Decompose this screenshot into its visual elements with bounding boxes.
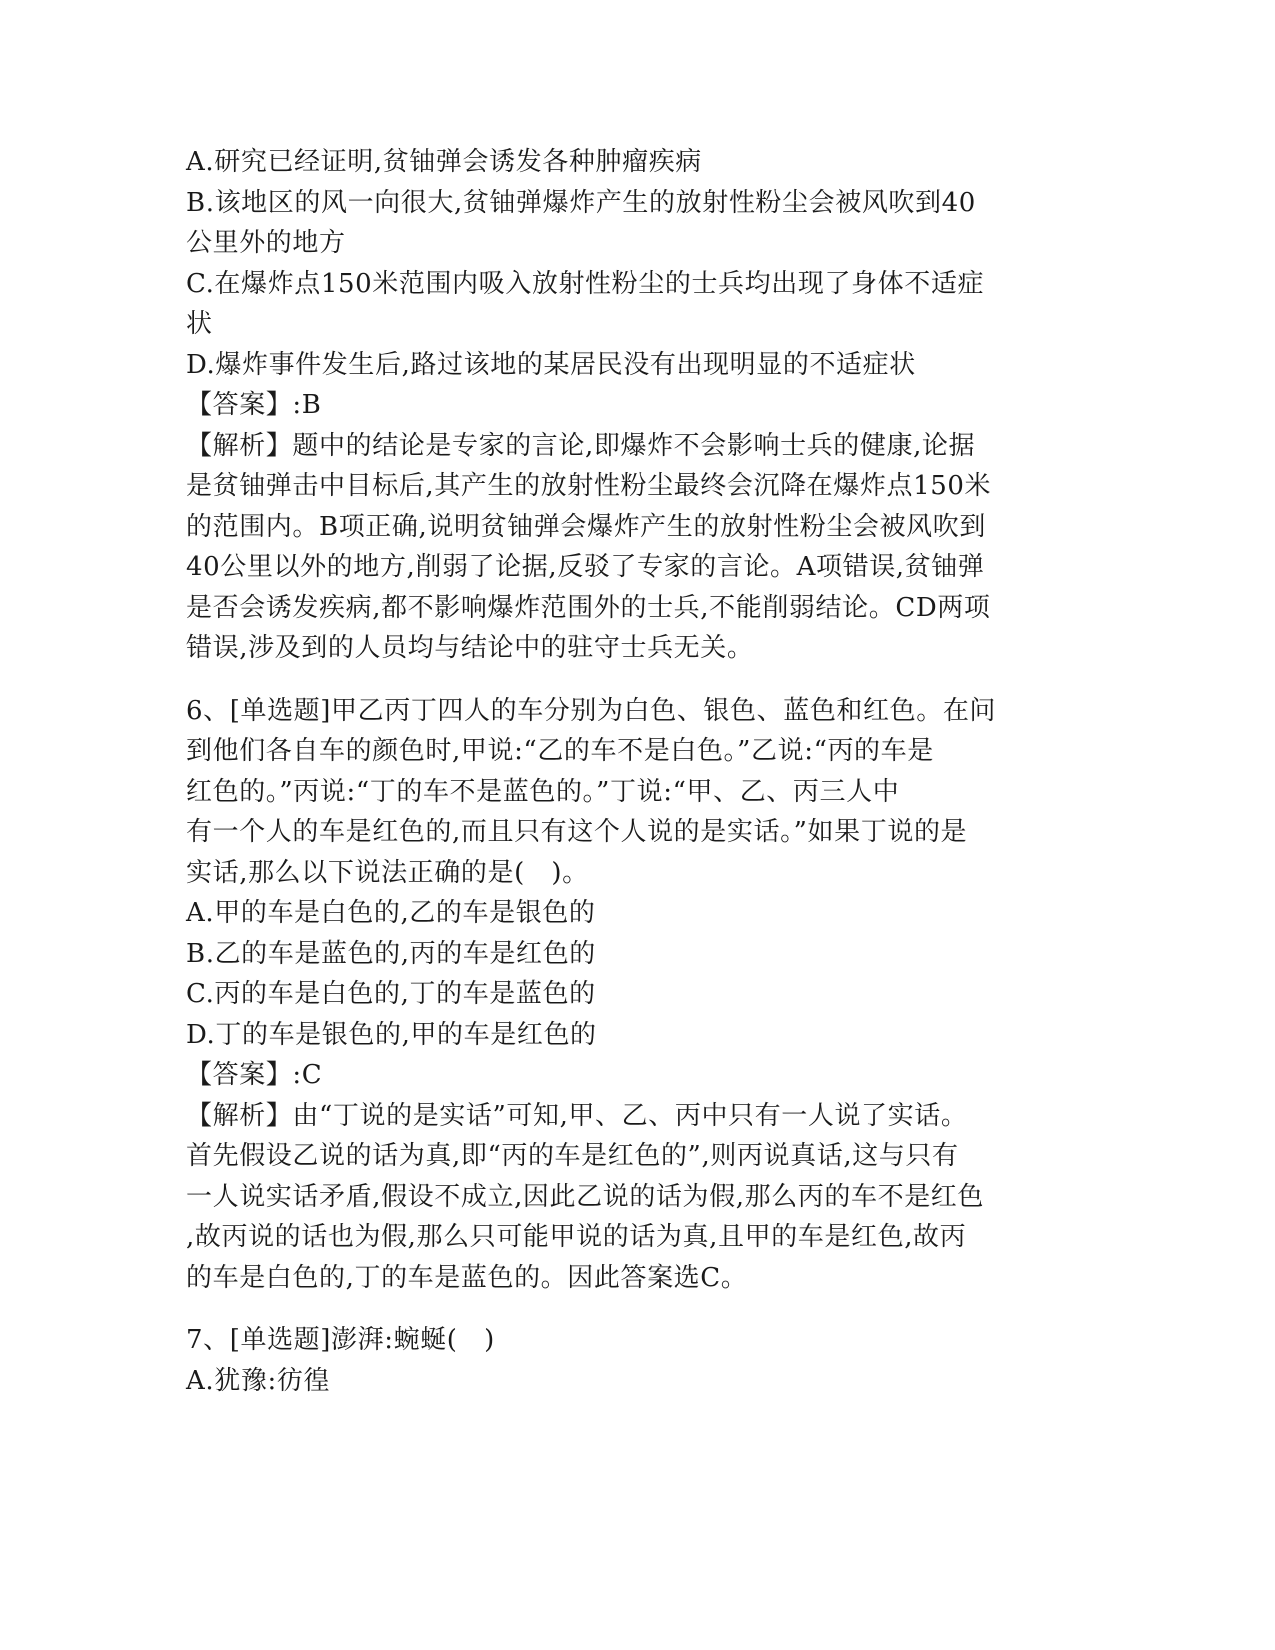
text-line: 6、[单选题]甲乙丙丁四人的车分别为白色、银色、蓝色和红色。在问: [186, 695, 997, 726]
text-line: 实话,那么以下说法正确的是( )。: [186, 857, 589, 888]
text-line: 【解析】题中的结论是专家的言论,即爆炸不会影响士兵的健康,论据: [186, 430, 976, 461]
text-line: 状: [186, 309, 213, 339]
text-line: 【解析】由“丁说的是实话”可知,甲、乙、丙中只有一人说了实话。: [186, 1100, 968, 1131]
spacer: [186, 1298, 1086, 1320]
text-line: A.研究已经证明,贫铀弹会诱发各种肿瘤疾病: [186, 147, 702, 177]
text-line: 的车是白色的,丁的车是蓝色的。因此答案选C。: [186, 1262, 748, 1293]
option-b: B.乙的车是蓝色的,丙的车是红色的: [186, 938, 596, 969]
analysis-block: [186, 426, 1086, 669]
text-line: 到他们各自车的颜色时,甲说:“乙的车不是白色。”乙说:“丙的车是: [186, 736, 934, 766]
answer-line: 【答案】:B: [186, 390, 322, 420]
option-a: A.犹豫:彷徨: [186, 1365, 331, 1396]
question-6: [186, 691, 1086, 1299]
document-page: [186, 142, 1086, 1401]
text-line: 首先假设乙说的话为真,即“丙的车是红色的”,则丙说真话,这与只有: [186, 1141, 959, 1171]
text-line: 错误,涉及到的人员均与结论中的驻守士兵无关。: [186, 633, 754, 663]
text-line: 是贫铀弹击中目标后,其产生的放射性粉尘最终会沉降在爆炸点150米: [186, 471, 992, 501]
question-7: [186, 1320, 1086, 1401]
option-d: D.丁的车是银色的,甲的车是红色的: [186, 1019, 597, 1050]
question-stem: 7、[单选题]澎湃:蜿蜒( ): [186, 1325, 495, 1355]
text-line: 一人说实话矛盾,假设不成立,因此乙说的话为假,那么丙的车不是红色: [186, 1181, 984, 1212]
answer-line: 【答案】:C: [186, 1060, 323, 1090]
text-line: 40公里以外的地方,削弱了论据,反驳了专家的言论。A项错误,贫铀弹: [186, 552, 985, 582]
option-d: [186, 345, 1086, 386]
option-b: [186, 183, 1086, 264]
option-c: [186, 264, 1086, 345]
question-stem: [186, 691, 1086, 894]
text-line: 是否会诱发疾病,都不影响爆炸范围外的士兵,不能削弱结论。CD两项: [186, 592, 991, 623]
option-a: [186, 142, 1086, 183]
question-5-tail: [186, 142, 1086, 669]
text-line: 红色的。”丙说:“丁的车不是蓝色的。”丁说:“甲、乙、丙三人中: [186, 776, 900, 807]
spacer: [186, 669, 1086, 691]
text-line: D.爆炸事件发生后,路过该地的某居民没有出现明显的不适症状: [186, 349, 916, 380]
analysis-block: [186, 1096, 1086, 1299]
text-line: 有一个人的车是红色的,而且只有这个人说的是实话。”如果丁说的是: [186, 817, 968, 847]
text-line: 的范围内。B项正确,说明贫铀弹会爆炸产生的放射性粉尘会被风吹到: [186, 511, 986, 542]
text-line: ,故丙说的话也为假,那么只可能甲说的话为真,且甲的车是红色,故丙: [186, 1222, 967, 1252]
option-a: A.甲的车是白色的,乙的车是银色的: [186, 898, 596, 928]
text-line: 公里外的地方: [186, 228, 346, 258]
text-line: C.在爆炸点150米范围内吸入放射性粉尘的士兵均出现了身体不适症: [186, 268, 985, 299]
option-c: C.丙的车是白色的,丁的车是蓝色的: [186, 979, 596, 1009]
text-line: B.该地区的风一向很大,贫铀弹爆炸产生的放射性粉尘会被风吹到40: [186, 187, 976, 218]
